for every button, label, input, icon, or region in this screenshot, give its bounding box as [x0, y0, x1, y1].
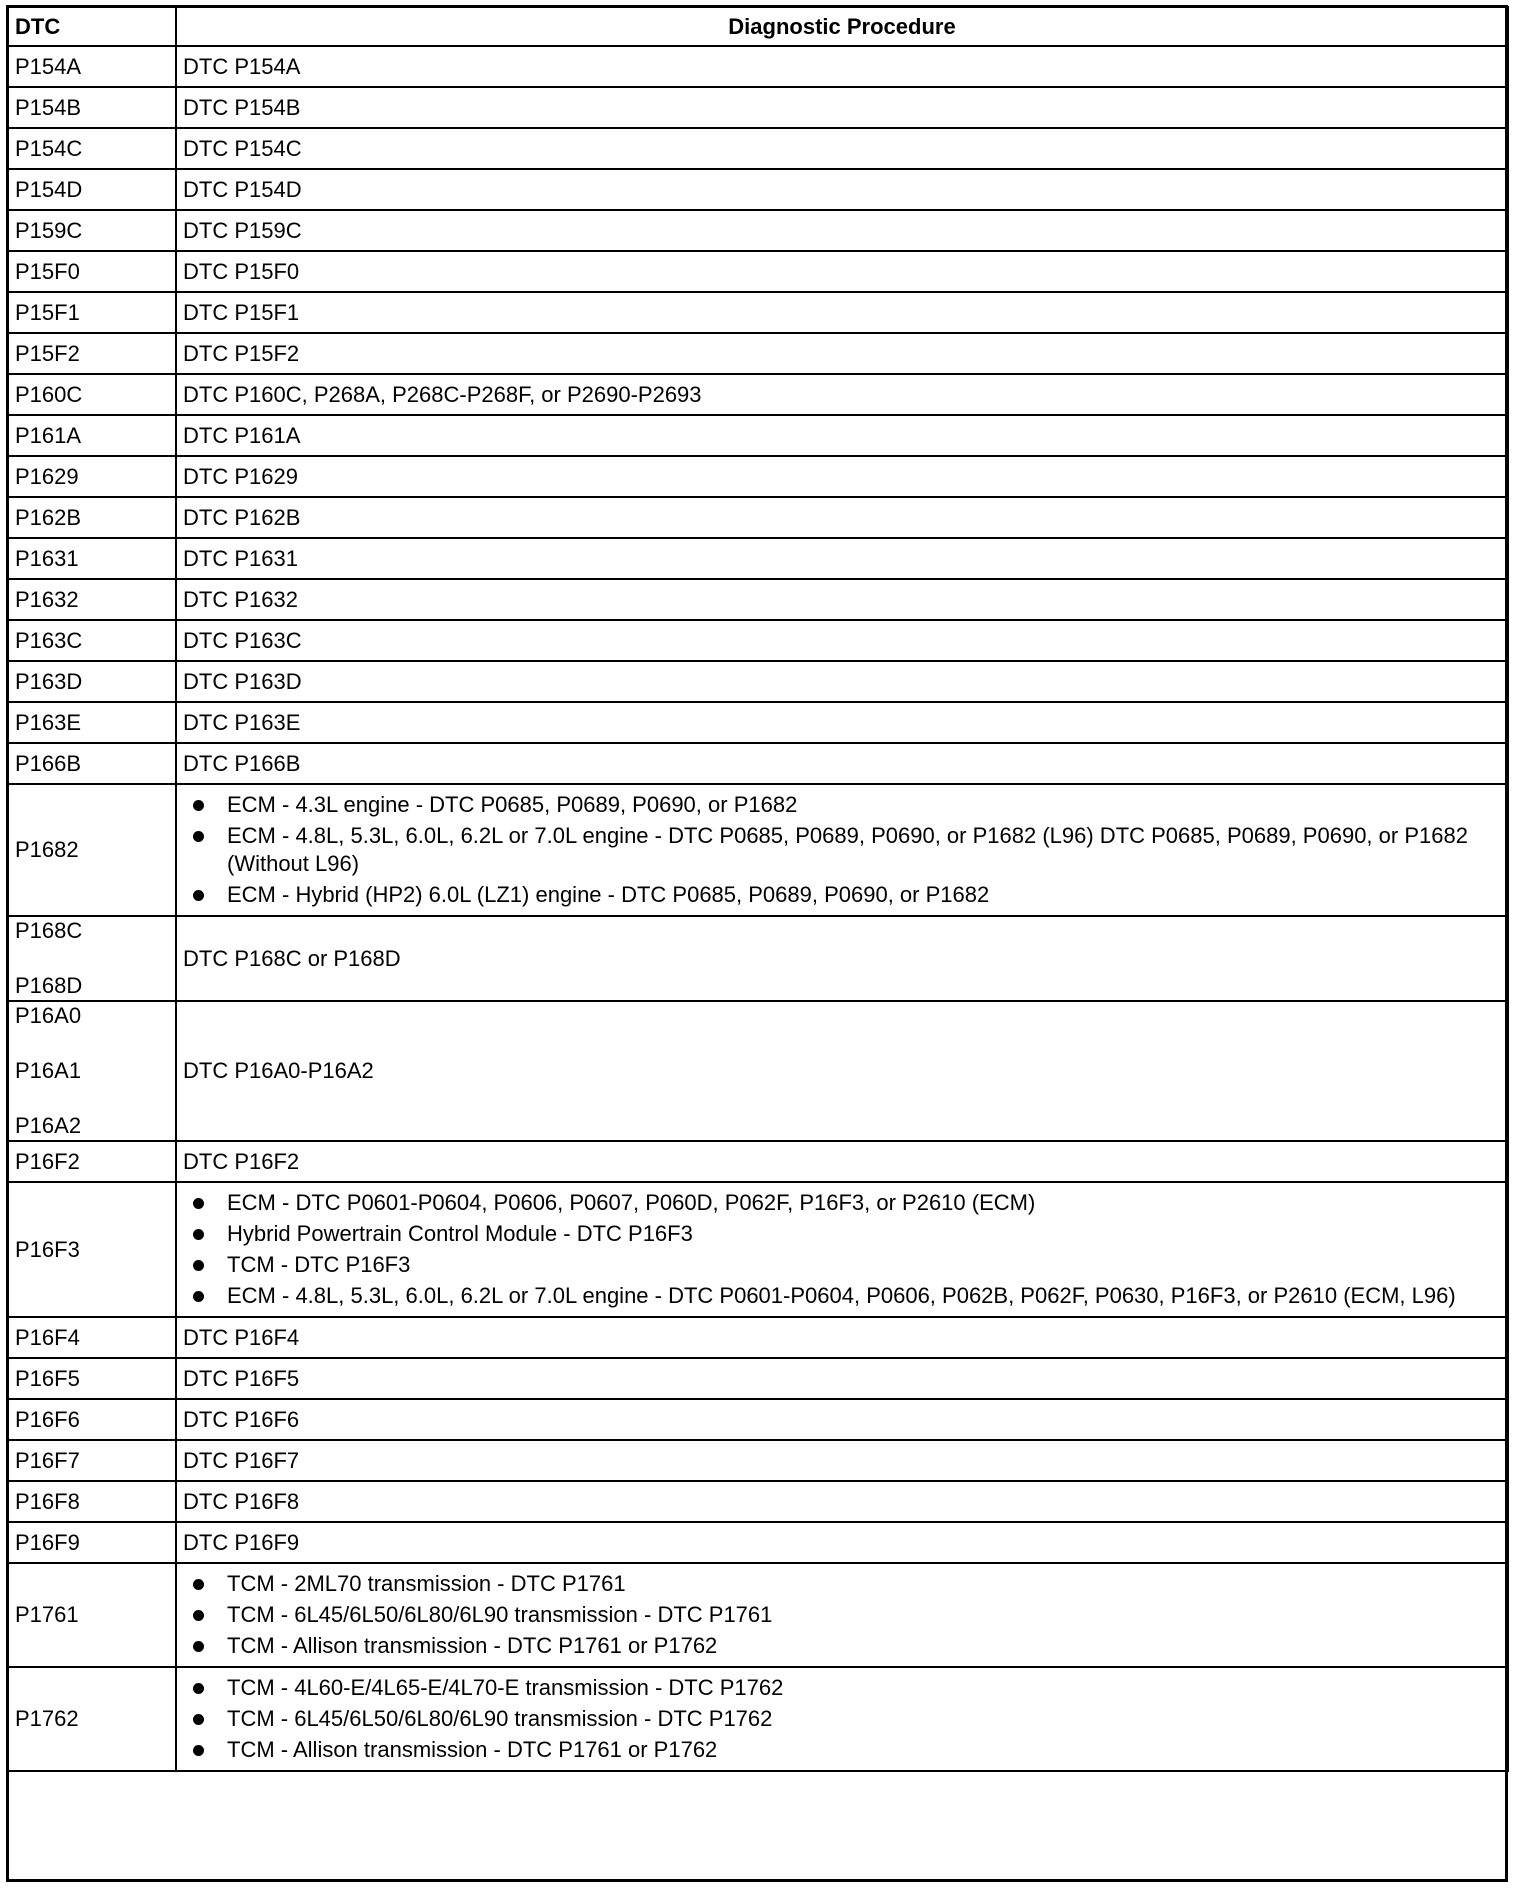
- procedure-cell: [176, 1399, 1508, 1440]
- table-body: [8, 46, 1508, 1771]
- table-row: [8, 538, 1508, 579]
- procedure-cell: [176, 1481, 1508, 1522]
- table-row: [8, 333, 1508, 374]
- procedure-cell: [176, 251, 1508, 292]
- table-row: [8, 743, 1508, 784]
- dtc-code-cell: [8, 1481, 176, 1522]
- procedure-text: DTC P15F2: [183, 340, 300, 366]
- dtc-code: P154A: [15, 53, 82, 79]
- dtc-code-cell: [8, 1563, 176, 1667]
- procedure-list-item: TCM - Allison transmission - DTC P1761 or P1762: [227, 1736, 1501, 1764]
- table-row: [8, 702, 1508, 743]
- procedure-list-item: TCM - 6L45/6L50/6L80/6L90 transmission - DTC P1761: [227, 1601, 1501, 1629]
- procedure-text: DTC P16A0-P16A2: [183, 1058, 374, 1083]
- table-row: [8, 128, 1508, 169]
- dtc-code: P154C: [15, 135, 83, 161]
- dtc-table: [7, 6, 1509, 1772]
- procedure-text: DTC P16F7: [183, 1447, 300, 1473]
- procedure-text: DTC P1632: [183, 586, 298, 612]
- procedure-text: DTC P163C: [183, 627, 302, 653]
- dtc-code: P16F5: [15, 1365, 80, 1391]
- dtc-code: P16F4: [15, 1324, 80, 1350]
- dtc-code: P1632: [15, 586, 79, 612]
- procedure-cell: [176, 374, 1508, 415]
- dtc-code: P16F9: [15, 1529, 80, 1555]
- dtc-code: P16F2: [15, 1148, 80, 1174]
- procedure-list-item: ECM - Hybrid (HP2) 6.0L (LZ1) engine - DTC P0685, P0689, P0690, or P1682: [227, 881, 1501, 909]
- dtc-code-cell: [8, 1667, 176, 1771]
- table-row: [8, 87, 1508, 128]
- dtc-code: P160C: [15, 381, 83, 407]
- procedure-text: DTC P163D: [183, 668, 302, 694]
- table-row: [8, 1358, 1508, 1399]
- procedure-cell: [176, 916, 1508, 1001]
- dtc-code: P16A0: [15, 1003, 82, 1028]
- dtc-code-cell: [8, 292, 176, 333]
- dtc-code-cell: [8, 661, 176, 702]
- table-row: [8, 579, 1508, 620]
- table-row: [8, 1440, 1508, 1481]
- procedure-list: [183, 1674, 1501, 1764]
- procedure-cell: [176, 661, 1508, 702]
- table-row: [8, 1317, 1508, 1358]
- procedure-cell: [176, 1001, 1508, 1141]
- dtc-code: P168C: [15, 918, 83, 943]
- dtc-code-cell: [8, 374, 176, 415]
- table-row: [8, 374, 1508, 415]
- dtc-code-cell: [8, 497, 176, 538]
- dtc-code: P1762: [15, 1706, 79, 1731]
- table-row: [8, 1001, 1508, 1141]
- dtc-code: P154D: [15, 176, 83, 202]
- dtc-code: P16F8: [15, 1488, 80, 1514]
- table-row: [8, 46, 1508, 87]
- procedure-list-item: ECM - 4.8L, 5.3L, 6.0L, 6.2L or 7.0L engine - DTC P0685, P0689, P0690, or P1682 (L96) DTC P0685, P0689, P0690, or P1682 (Without L96): [227, 822, 1501, 878]
- table-row: [8, 1522, 1508, 1563]
- procedure-list-item: TCM - DTC P16F3: [227, 1251, 1501, 1279]
- procedure-cell: [176, 456, 1508, 497]
- table-row: [8, 169, 1508, 210]
- table-row: [8, 497, 1508, 538]
- dtc-code: P1682: [15, 837, 79, 862]
- header-procedure: Diagnostic Procedure: [176, 7, 1508, 46]
- table-row: [8, 1399, 1508, 1440]
- table-row: [8, 251, 1508, 292]
- procedure-cell: [176, 1141, 1508, 1182]
- procedure-text: DTC P16F2: [183, 1148, 300, 1174]
- dtc-code: P163C: [15, 627, 83, 653]
- dtc-code: P16A1: [15, 1058, 82, 1083]
- procedure-text: DTC P16F6: [183, 1406, 300, 1432]
- table-row: [8, 661, 1508, 702]
- procedure-text: DTC P168C or P168D: [183, 945, 401, 971]
- procedure-cell: [176, 210, 1508, 251]
- dtc-code-cell: [8, 1317, 176, 1358]
- dtc-code: P168D: [15, 973, 83, 998]
- dtc-code-cell: [8, 456, 176, 497]
- dtc-code: P16A2: [15, 1113, 82, 1138]
- dtc-code-cell: [8, 128, 176, 169]
- procedure-cell: [176, 1563, 1508, 1667]
- procedure-cell: [176, 46, 1508, 87]
- procedure-cell: [176, 784, 1508, 916]
- dtc-code-cell: [8, 1358, 176, 1399]
- dtc-code: P16F3: [15, 1236, 80, 1262]
- dtc-code-cell: [8, 1399, 176, 1440]
- dtc-code: P163D: [15, 668, 83, 694]
- dtc-code: P154B: [15, 94, 82, 120]
- procedure-text: DTC P16F4: [183, 1324, 300, 1350]
- dtc-code: P1631: [15, 545, 79, 571]
- procedure-text: DTC P1629: [183, 463, 298, 489]
- dtc-code: P166B: [15, 750, 82, 776]
- procedure-list-item: Hybrid Powertrain Control Module - DTC P16F3: [227, 1220, 1501, 1248]
- procedure-text: DTC P16F9: [183, 1529, 300, 1555]
- procedure-cell: [176, 1317, 1508, 1358]
- dtc-code-cell: [8, 1141, 176, 1182]
- dtc-code-cell: [8, 415, 176, 456]
- dtc-code: P16F6: [15, 1406, 80, 1432]
- procedure-text: DTC P16F5: [183, 1365, 300, 1391]
- procedure-list-item: ECM - 4.8L, 5.3L, 6.0L, 6.2L or 7.0L engine - DTC P0601-P0604, P0606, P062B, P062F, P0630, P16F3, or P2610 (ECM, L96): [227, 1282, 1501, 1310]
- dtc-code-cell: [8, 87, 176, 128]
- procedure-list-item: TCM - 4L60-E/4L65-E/4L70-E transmission - DTC P1762: [227, 1674, 1501, 1702]
- procedure-text: DTC P163E: [183, 709, 301, 735]
- table-row: [8, 210, 1508, 251]
- dtc-code-cell: [8, 46, 176, 87]
- procedure-cell: [176, 538, 1508, 579]
- dtc-code-cell: [8, 579, 176, 620]
- procedure-cell: [176, 497, 1508, 538]
- procedure-text: DTC P15F1: [183, 299, 300, 325]
- procedure-text: DTC P154A: [183, 53, 301, 79]
- procedure-text: DTC P154C: [183, 135, 302, 161]
- dtc-code-cell: [8, 251, 176, 292]
- procedure-text: DTC P162B: [183, 504, 301, 530]
- table-row: [8, 1141, 1508, 1182]
- dtc-code-cell: [8, 210, 176, 251]
- procedure-text: DTC P16F8: [183, 1488, 300, 1514]
- procedure-cell: [176, 702, 1508, 743]
- procedure-cell: [176, 1522, 1508, 1563]
- procedure-cell: [176, 1182, 1508, 1317]
- procedure-text: DTC P160C, P268A, P268C-P268F, or P2690-P2693: [183, 381, 702, 407]
- dtc-code: P16F7: [15, 1447, 80, 1473]
- procedure-text: DTC P15F0: [183, 258, 300, 284]
- dtc-code: P162B: [15, 504, 82, 530]
- table-row: [8, 292, 1508, 333]
- table-row: [8, 456, 1508, 497]
- procedure-cell: [176, 87, 1508, 128]
- dtc-code: P159C: [15, 217, 83, 243]
- dtc-code: P15F0: [15, 258, 80, 284]
- procedure-cell: [176, 333, 1508, 374]
- header-dtc: DTC: [8, 7, 176, 46]
- table-row: [8, 1563, 1508, 1667]
- dtc-code-cell: [8, 743, 176, 784]
- dtc-code: P1761: [15, 1602, 79, 1627]
- procedure-text: DTC P154B: [183, 94, 301, 120]
- procedure-cell: [176, 1358, 1508, 1399]
- procedure-cell: [176, 620, 1508, 661]
- procedure-text: DTC P166B: [183, 750, 301, 776]
- procedure-list-item: ECM - 4.3L engine - DTC P0685, P0689, P0690, or P1682: [227, 791, 1501, 819]
- dtc-code: P15F2: [15, 340, 80, 366]
- table-row: [8, 916, 1508, 1001]
- dtc-code-cell: [8, 333, 176, 374]
- dtc-code-cell: [8, 169, 176, 210]
- procedure-text: DTC P161A: [183, 422, 301, 448]
- dtc-code-cell: [8, 1001, 176, 1141]
- table-row: [8, 415, 1508, 456]
- procedure-cell: [176, 292, 1508, 333]
- procedure-cell: [176, 1667, 1508, 1771]
- procedure-list-item: TCM - 6L45/6L50/6L80/6L90 transmission - DTC P1762: [227, 1705, 1501, 1733]
- dtc-code-cell: [8, 538, 176, 579]
- procedure-list: [183, 791, 1501, 909]
- procedure-cell: [176, 415, 1508, 456]
- procedure-text: DTC P1631: [183, 545, 298, 571]
- dtc-code-cell: [8, 784, 176, 916]
- procedure-cell: [176, 743, 1508, 784]
- procedure-text: DTC P159C: [183, 217, 302, 243]
- dtc-code: P15F1: [15, 299, 80, 325]
- dtc-code-cell: [8, 702, 176, 743]
- procedure-cell: [176, 128, 1508, 169]
- dtc-code-cell: [8, 1182, 176, 1317]
- procedure-list-item: TCM - 2ML70 transmission - DTC P1761: [227, 1570, 1501, 1598]
- table-row: [8, 1667, 1508, 1771]
- table-row: [8, 784, 1508, 916]
- table-row: [8, 1481, 1508, 1522]
- dtc-code: P163E: [15, 709, 82, 735]
- table-row: [8, 1182, 1508, 1317]
- procedure-cell: [176, 579, 1508, 620]
- header-row: [8, 7, 1508, 46]
- dtc-code-cell: [8, 916, 176, 1001]
- procedure-cell: [176, 1440, 1508, 1481]
- dtc-code: P161A: [15, 422, 82, 448]
- dtc-code-cell: [8, 1522, 176, 1563]
- dtc-code: P1629: [15, 463, 79, 489]
- procedure-list: [183, 1570, 1501, 1660]
- procedure-list: [183, 1189, 1501, 1310]
- procedure-cell: [176, 169, 1508, 210]
- procedure-list-item: TCM - Allison transmission - DTC P1761 or P1762: [227, 1632, 1501, 1660]
- dtc-code-cell: [8, 1440, 176, 1481]
- procedure-list-item: ECM - DTC P0601-P0604, P0606, P0607, P060D, P062F, P16F3, or P2610 (ECM): [227, 1189, 1501, 1217]
- procedure-text: DTC P154D: [183, 176, 302, 202]
- table-row: [8, 620, 1508, 661]
- dtc-code-cell: [8, 620, 176, 661]
